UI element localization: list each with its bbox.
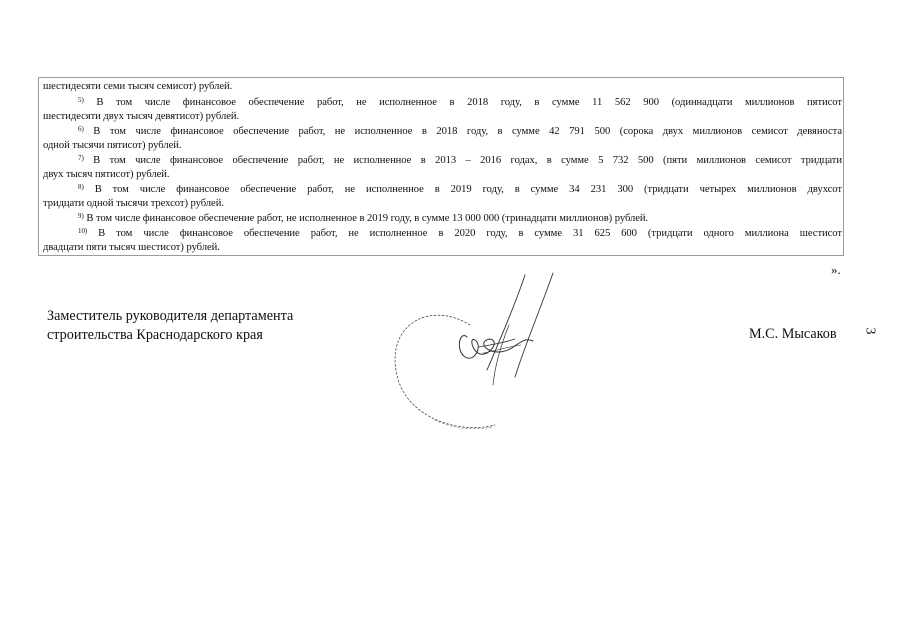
footnote-5 xyxy=(78,96,842,109)
closing-quote: ». xyxy=(831,262,841,277)
footnote-8-continuation: тридцати одной тысячи трехсот) рублей. xyxy=(43,198,224,209)
signatory-name: М.С. Мысаков xyxy=(749,326,837,342)
footnote-text: В том числе финансовое обеспечение работ, не исполненное в 2020 году, в сумме 31 625 600 (тридцати одного миллиона шестисот xyxy=(87,228,842,239)
footnote-6-continuation: одной тысячи пятисот) рублей. xyxy=(43,140,182,151)
footnote-number: 10) xyxy=(78,227,88,235)
footnote-text: В том числе финансовое обеспечение работ, не исполненное в 2018 году, в сумме 11 562 900 (одиннадцати миллионов пятисот xyxy=(83,97,842,108)
footnote-text: В том числе финансовое обеспечение работ, не исполненное в 2013 – 2016 годах, в сумме 5 732 500 (пяти миллионов семисот тридцати xyxy=(83,155,842,166)
footnote-number: 9) xyxy=(78,212,84,220)
footnote-number: 6) xyxy=(78,125,84,133)
signatory-title xyxy=(47,307,293,345)
footnote-6 xyxy=(78,125,842,138)
handwritten-signature xyxy=(375,265,620,445)
footnote-5-continuation: шестидесяти двух тысяч девятисот) рублей. xyxy=(43,111,240,122)
footnote-7 xyxy=(78,154,842,167)
footnote-10-continuation: двадцати пяти тысяч шестисот) рублей. xyxy=(43,242,220,253)
footnote-text: В том числе финансовое обеспечение работ, не исполненное в 2018 году, в сумме 42 791 500 (сорока двух миллионов семисот девяноста xyxy=(83,126,842,137)
signatory-title-line-2: строительства Краснодарского края xyxy=(47,327,263,343)
footnote-number: 5) xyxy=(78,96,84,104)
footnote-7-continuation: двух тысяч пятисот) рублей. xyxy=(43,169,170,180)
footnote-8 xyxy=(78,183,842,196)
signatory-title-line-1: Заместитель руководителя департамента xyxy=(47,308,294,324)
footnote-9 xyxy=(78,212,842,225)
footnote-continuation: шестидесяти семи тысяч семисот) рублей. xyxy=(43,81,233,92)
footnote-text: В том числе финансовое обеспечение работ, не исполненное в 2019 году, в сумме 34 231 300 (тридцати четырех миллионов двухсот xyxy=(83,184,842,195)
footnote-10 xyxy=(78,227,842,240)
footnote-number: 8) xyxy=(78,183,84,191)
page-number: 3 xyxy=(862,327,878,335)
footnote-number: 7) xyxy=(78,154,84,162)
footnote-text: В том числе финансовое обеспечение работ, не исполненное в 2019 году, в сумме 13 000 000 (тринадцати миллионов) рублей. xyxy=(83,213,649,224)
